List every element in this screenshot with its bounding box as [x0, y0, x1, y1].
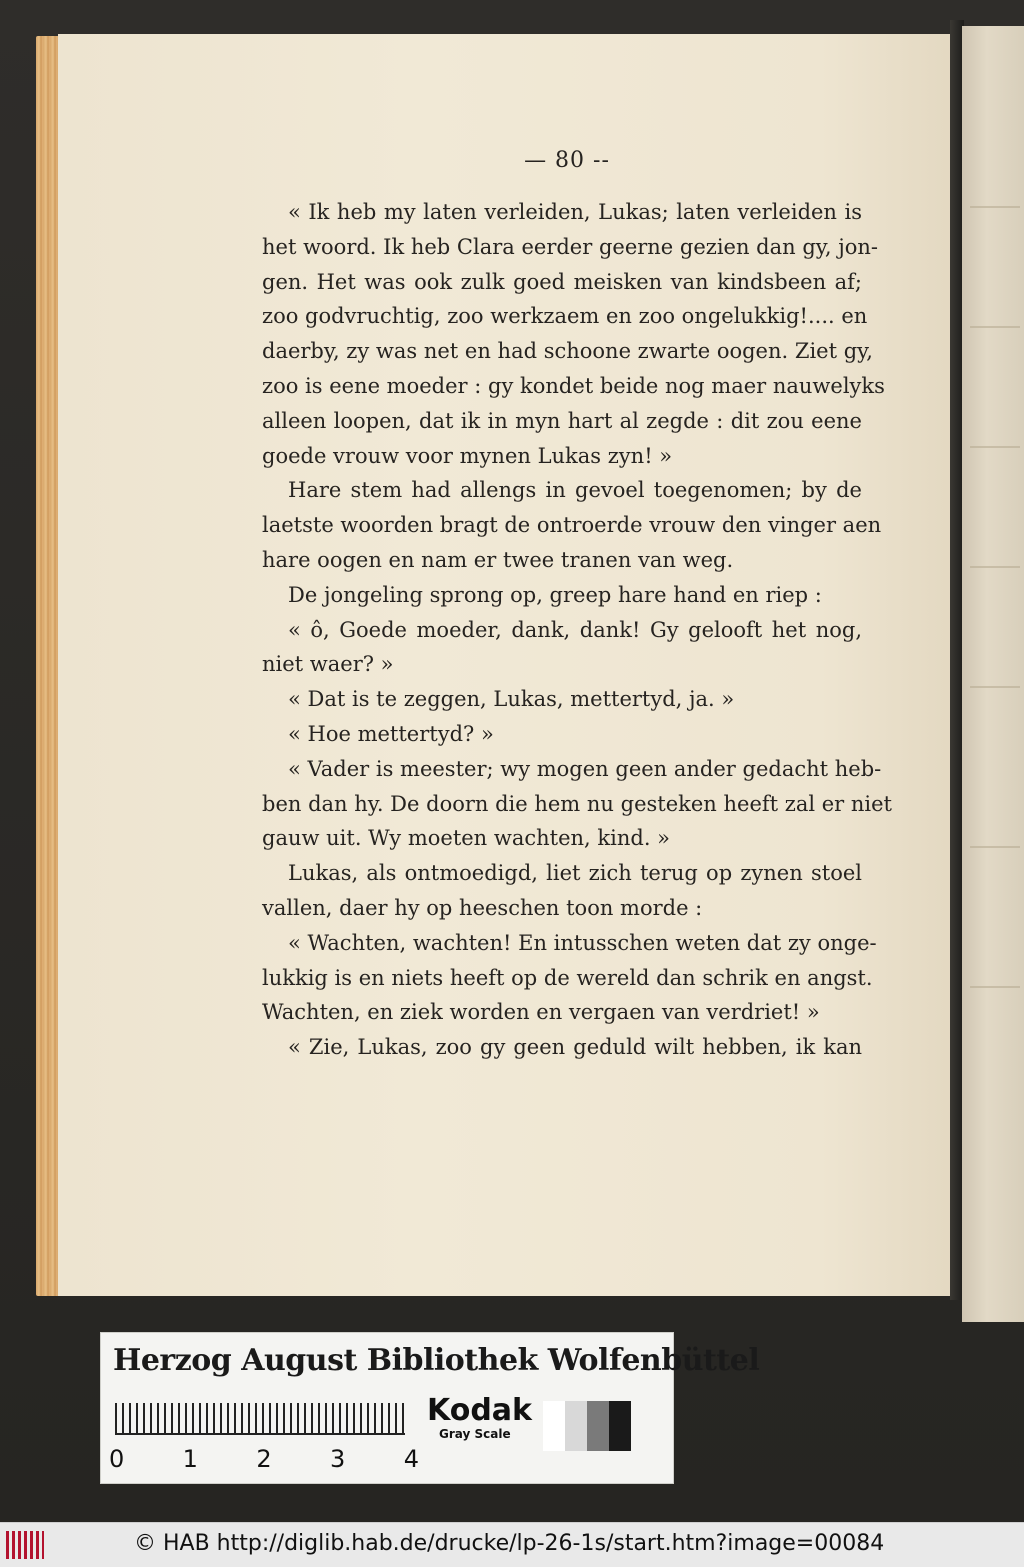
text-line: vallen, daer hy op heeschen toon morde :: [262, 895, 703, 920]
text-line: gen. Het was ook zulk goed meisken van kindsbeen af;: [262, 269, 862, 294]
text-line: het woord. Ik heb Clara eerder geerne gezien dan gy, jon-: [262, 234, 878, 259]
ruler-number: 1: [182, 1445, 198, 1473]
text-line: « Ik heb my laten verleiden, Lukas; laten verleiden is: [288, 200, 862, 224]
kodak-subtitle: Gray Scale: [439, 1427, 511, 1441]
text-line: niet waer? »: [262, 652, 394, 677]
text-line: gauw uit. Wy moeten wachten, kind. »: [262, 826, 671, 851]
footer-bar: [0, 1522, 1024, 1567]
ruler-base: [115, 1433, 405, 1435]
text-line: « Vader is meester; wy mogen geen ander gedacht heb-: [288, 756, 882, 781]
gray-scale-swatches: [543, 1401, 631, 1451]
text-line: Hare stem had allengs in gevoel toegenomen; by de: [288, 478, 862, 503]
page-text: [262, 148, 892, 1065]
kodak-brand: Kodak: [427, 1393, 532, 1428]
text-line: daerby, zy was net en had schoone zwarte oogen. Ziet gy,: [262, 339, 873, 364]
text-line: « Wachten, wachten! En intusschen weten dat zy onge-: [288, 930, 877, 955]
text-line: Lukas, als ontmoedigd, liet zich terug op zynen stoel: [288, 861, 862, 886]
text-line: zoo is eene moeder : gy kondet beide nog maer nauwelyks: [262, 373, 885, 398]
ruler-number: 0: [109, 1445, 125, 1473]
text-line: goede vrouw voor mynen Lukas zyn! »: [262, 443, 673, 468]
gray-swatch: [543, 1401, 565, 1451]
ruler-number: 3: [330, 1445, 346, 1473]
text-line: « Zie, Lukas, zoo gy geen geduld wilt hebben, ik kan: [288, 1035, 862, 1060]
text-lines: [262, 195, 892, 1065]
page-number: — 80 --: [524, 148, 610, 173]
ruler-numbers: [109, 1445, 419, 1473]
hab-logo-icon: [6, 1531, 44, 1559]
text-line: ben dan hy. De doorn die hem nu gesteken heeft zal er niet: [262, 791, 892, 816]
gray-swatch: [587, 1401, 609, 1451]
gray-swatch: [565, 1401, 587, 1451]
footer-copyright: © HAB http://diglib.hab.de/drucke/lp-26-1s/start.htm?image=00084: [134, 1531, 885, 1556]
text-line: lukkig is en niets heeft op de wereld dan schrik en angst.: [262, 965, 873, 990]
text-line: alleen loopen, dat ik in myn hart al zegde : dit zou eene: [262, 408, 862, 433]
text-line: laetste woorden bragt de ontroerde vrouw den vinger aen: [262, 513, 882, 538]
text-line: « Dat is te zeggen, Lukas, mettertyd, ja. »: [288, 687, 735, 712]
next-page-edge: [962, 26, 1024, 1322]
gray-swatch: [609, 1401, 631, 1451]
ruler-ticks: [115, 1403, 405, 1433]
text-line: « Hoe mettertyd? »: [288, 721, 494, 746]
text-line: zoo godvruchtig, zoo werkzaem en zoo ongelukkig!.... en: [262, 304, 868, 329]
ruler-number: 4: [403, 1445, 419, 1473]
text-line: « ô, Goede moeder, dank, dank! Gy gelooft het nog,: [288, 617, 862, 642]
library-title: Herzog August Bibliothek Wolfenbüttel: [113, 1343, 760, 1378]
text-line: De jongeling sprong op, greep hare hand en riep :: [288, 582, 822, 607]
text-line: Wachten, en ziek worden en vergaen van verdriet! »: [262, 1000, 820, 1025]
library-label: [100, 1332, 760, 1484]
text-line: hare oogen en nam er twee tranen van weg.: [262, 547, 734, 572]
ruler-number: 2: [256, 1445, 272, 1473]
